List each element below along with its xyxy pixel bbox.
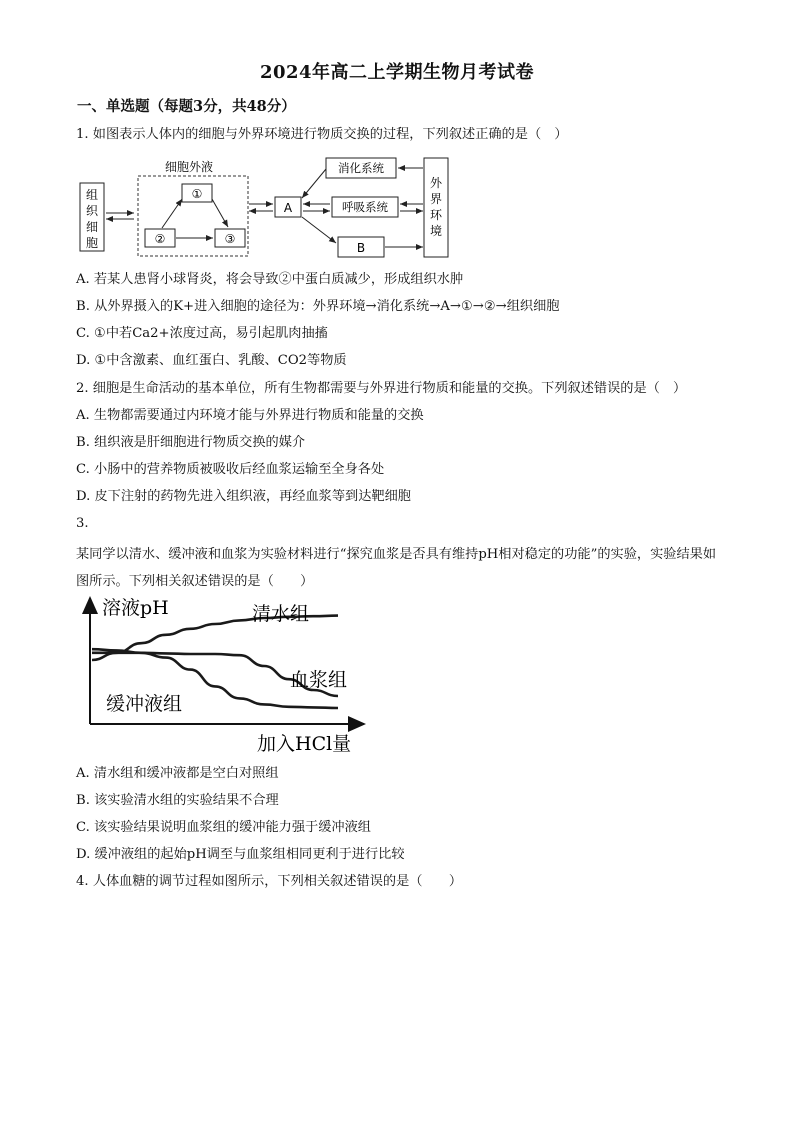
q2-stem: 2. 细胞是生命活动的基本单位，所有生物都需要与外界进行物质和能量的交换。下列叙述错误的是（ ） bbox=[76, 381, 687, 396]
q1-option-c: C. ①中若Ca2+浓度过高，易引起肌肉抽搐 bbox=[76, 326, 328, 341]
q3-option-d: D. 缓冲液组的起始pH调至与血浆组相同更利于进行比较 bbox=[76, 847, 405, 862]
tissue-cell-char-2: 织 bbox=[85, 204, 99, 218]
paper-title: 2024年高二上学期生物月考试卷 bbox=[259, 62, 535, 83]
extracellular-fluid-label: 细胞外液 bbox=[164, 160, 214, 174]
node-1: ① bbox=[191, 187, 203, 201]
series-label-2: 血浆组 bbox=[290, 669, 348, 691]
tissue-cell-char-4: 胞 bbox=[85, 236, 99, 250]
outer-env-char-1: 外 bbox=[429, 176, 443, 190]
q2-option-c: C. 小肠中的营养物质被吸收后经血浆运输至全身各处 bbox=[76, 462, 385, 477]
q1-stem: 1. 如图表示人体内的细胞与外界环境进行物质交换的过程，下列叙述正确的是（ ） bbox=[76, 127, 568, 142]
q2-option-a: A. 生物都需要通过内环境才能与外界进行物质和能量的交换 bbox=[76, 408, 424, 423]
ph-line-chart bbox=[76, 592, 376, 757]
q3-stem: 某同学以清水、缓冲液和血浆为实验材料进行“探究血浆是否具有维持pH相对稳定的功能”的实验，实验结果如图所示。下列相关叙述错误的是（ ） bbox=[76, 547, 717, 589]
q1-option-d: D. ①中含激素、血红蛋白、乳酸、CO2等物质 bbox=[76, 353, 347, 368]
outer-env-char-3: 环 bbox=[429, 208, 443, 222]
series-label-1: 清水组 bbox=[252, 603, 310, 625]
node-A: A bbox=[283, 201, 293, 215]
q3-number: 3. bbox=[76, 516, 89, 531]
q2-option-d: D. 皮下注射的药物先进入组织液，再经血浆等到达靶细胞 bbox=[76, 489, 411, 504]
outer-env-char-4: 境 bbox=[429, 224, 443, 238]
x-axis-label: 加入HCl量 bbox=[257, 733, 352, 755]
q3-option-a: A. 清水组和缓冲液都是空白对照组 bbox=[76, 766, 279, 781]
q3-option-c: C. 该实验结果说明血浆组的缓冲能力强于缓冲液组 bbox=[76, 820, 371, 835]
section-heading: 一、单选题（每题3分，共48分） bbox=[77, 98, 296, 115]
tissue-cell-char-3: 细 bbox=[85, 220, 99, 234]
q3-option-b: B. 该实验清水组的实验结果不合理 bbox=[76, 793, 279, 808]
q1-option-b: B. 从外界摄入的K+进入细胞的途径为：外界环境→消化系统→A→①→②→组织细胞 bbox=[76, 299, 560, 314]
q2-option-b: B. 组织液是肝细胞进行物质交换的媒介 bbox=[76, 435, 306, 450]
outer-env-char-2: 界 bbox=[429, 192, 443, 206]
y-axis-label: 溶液pH bbox=[102, 597, 169, 619]
q4-stem: 4. 人体血糖的调节过程如图所示，下列相关叙述错误的是（ ） bbox=[76, 874, 463, 889]
q1-option-a: A. 若某人患肾小球肾炎，将会导致②中蛋白质减少，形成组织水肿 bbox=[76, 272, 464, 287]
node-2: ② bbox=[154, 232, 166, 246]
node-B: B bbox=[356, 241, 366, 255]
tissue-cell-char-1: 组 bbox=[85, 188, 99, 202]
respiratory-system: 呼吸系统 bbox=[342, 200, 388, 214]
digestive-system: 消化系统 bbox=[338, 161, 384, 175]
node-3: ③ bbox=[224, 232, 236, 246]
series-label-3: 缓冲液组 bbox=[106, 693, 183, 715]
q1-diagram bbox=[76, 153, 456, 263]
